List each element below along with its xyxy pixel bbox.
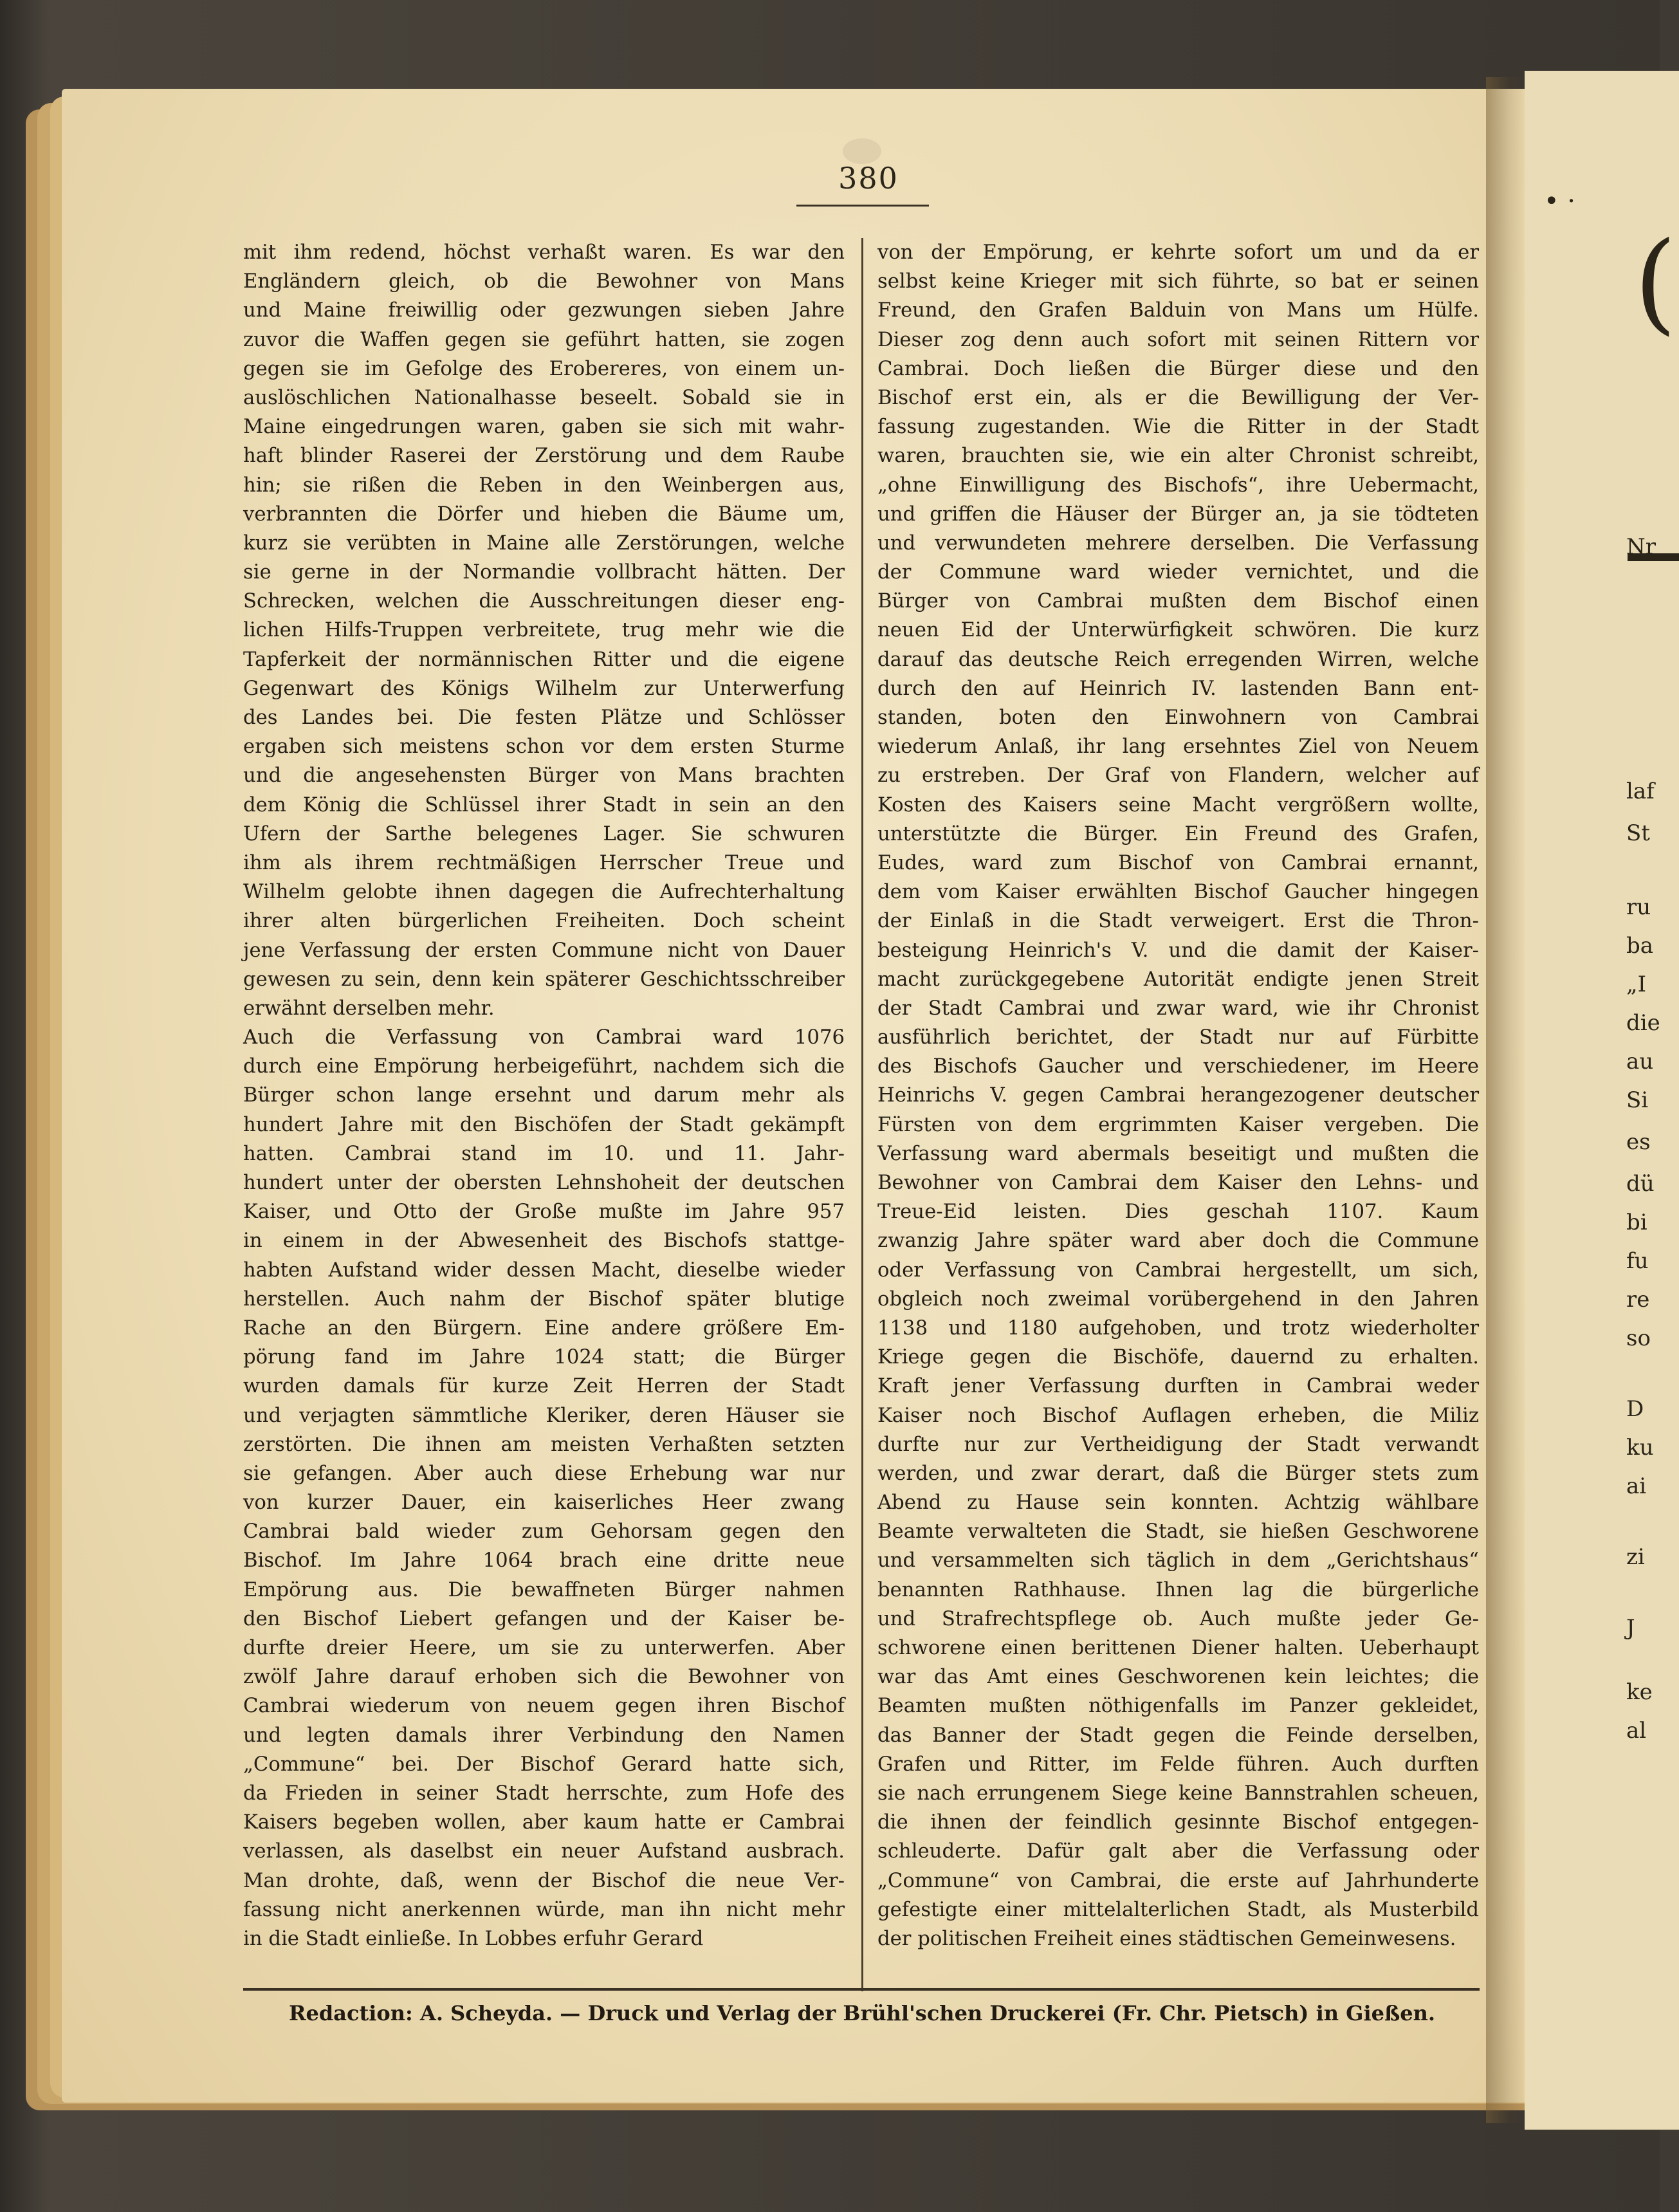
text-line: in einem in der Abwesenheit des Bischofs stattge-	[243, 1230, 845, 1253]
text-line: des Landes bei. Die festen Plätze und Schlösser	[243, 706, 845, 729]
book-gutter	[1486, 77, 1525, 2123]
text-line: 1138 und 1180 aufgehoben, und trotz wiederholter	[877, 1316, 1479, 1340]
text-line: Beamte verwalteten die Stadt, sie hießen Geschworene	[877, 1520, 1479, 1544]
text-line: Grafen und Ritter, im Felde führen. Auch durften	[877, 1753, 1479, 1776]
text-line: von der Empörung, er kehrte sofort um und da er	[877, 241, 1479, 264]
text-line: Maine eingedrungen waren, gaben sie sich mit wahr-	[243, 416, 845, 439]
text-line: zerstörten. Die ihnen am meisten Verhaßten setzten	[243, 1433, 845, 1456]
next-page-fragment: ba	[1626, 933, 1654, 959]
text-line: Bischof. Im Jahre 1064 brach eine dritte neue	[243, 1549, 845, 1572]
text-line: habten Aufstand wider dessen Macht, dieselbe wieder	[243, 1258, 845, 1282]
text-line: lichen Hilfs-Truppen verbreitete, trug mehr wie die	[243, 619, 845, 642]
text-line: dem König die Schlüssel ihrer Stadt in sein an den	[243, 793, 845, 816]
text-line: benannten Rathhause. Ihnen lag die bürgerliche	[877, 1578, 1479, 1601]
text-line: die ihnen der feindlich gesinnte Bischof entgegen-	[877, 1811, 1479, 1834]
next-page-fragment: ru	[1626, 894, 1651, 920]
text-line: war das Amt eines Geschworenen kein leichtes; die	[877, 1666, 1479, 1689]
text-line: Cambrai wiederum von neuem gegen ihren Bischof	[243, 1695, 845, 1718]
text-line: und versammelten sich täglich in dem „Gerichtshaus“	[877, 1549, 1479, 1572]
text-line: dem vom Kaiser erwählten Bischof Gaucher hingegen	[877, 881, 1479, 904]
text-line: Kraft jener Verfassung durften in Cambrai weder	[877, 1375, 1479, 1398]
text-line: Fürsten von dem ergrimmten Kaiser vergeben. Die	[877, 1113, 1479, 1136]
text-line: den Bischof Liebert gefangen und der Kaiser be-	[243, 1607, 845, 1630]
text-line: durch eine Empörung herbeigeführt, nachdem sich die	[243, 1055, 845, 1078]
text-line: in die Stadt einließe. In Lobbes erfuhr Gerard	[243, 1927, 704, 1950]
text-line: macht zurückgegebene Autorität endigte jenen Streit	[877, 968, 1479, 991]
text-line: der Stadt Cambrai und zwar ward, wie ihr Chronist	[877, 997, 1479, 1020]
text-line: wurden damals für kurze Zeit Herren der Stadt	[243, 1375, 845, 1398]
page-number-rule	[796, 205, 929, 207]
text-line: mit ihm redend, höchst verhaßt waren. Es war den	[243, 241, 845, 264]
right-text-column	[877, 238, 1479, 1953]
text-line: Beamten mußten nöthigenfalls im Panzer gekleidet,	[877, 1695, 1479, 1718]
text-line: fassung zugestanden. Wie die Ritter in der Stadt	[877, 416, 1479, 439]
text-line: Rache an den Bürgern. Eine andere größere Em-	[243, 1316, 845, 1340]
text-line: „ohne Einwilligung des Bischofs“, ihre Uebermacht,	[877, 474, 1479, 497]
text-line: da Frieden in seiner Stadt herrschte, zum Hofe des	[243, 1782, 845, 1805]
text-line: waren, brauchten sie, wie ein alter Chronist schreibt,	[877, 445, 1479, 468]
text-line: zwanzig Jahre später ward aber doch die Commune	[877, 1230, 1479, 1253]
text-line: und legten damals ihrer Verbindung den Namen	[243, 1724, 845, 1747]
text-line: Treue-Eid leisten. Dies geschah 1107. Kaum	[877, 1201, 1479, 1224]
next-page-fragment: die	[1626, 1010, 1660, 1036]
text-line: Cambrai. Doch ließen die Bürger diese und den	[877, 357, 1479, 380]
next-page-fragment: J	[1626, 1615, 1635, 1641]
ink-smudge	[843, 138, 881, 164]
text-line: oder Verfassung von Cambrai hergestellt, um sich,	[877, 1258, 1479, 1282]
next-page-fragment: ke	[1626, 1679, 1653, 1705]
text-line: erwähnt derselben mehr.	[243, 997, 495, 1020]
text-line: gewesen zu sein, denn kein späterer Geschichtsschreiber	[243, 968, 845, 991]
text-line: ergaben sich meistens schon vor dem ersten Sturme	[243, 735, 845, 759]
next-page-fragment: ku	[1626, 1435, 1654, 1461]
text-line: selbst keine Krieger mit sich führte, so bat er seinen	[877, 270, 1479, 293]
text-line: Man drohte, daß, wenn der Bischof die neue Ver-	[243, 1869, 845, 1892]
next-page-fragment: dü	[1626, 1171, 1655, 1197]
text-line: werden, und zwar derart, daß die Bürger stets zum	[877, 1462, 1479, 1485]
imprint-footer: Redaction: A. Scheyda. — Druck und Verlag der Brühl'schen Druckerei (Fr. Chr. Pietsch) in Gießen.	[288, 2001, 1436, 2025]
text-line: Bischof erst ein, als er die Bewilligung der Ver-	[877, 386, 1479, 409]
text-line: hatten. Cambrai stand im 10. und 11. Jahr-	[243, 1142, 845, 1165]
next-page-fragment: St	[1626, 820, 1650, 846]
text-line: sie gerne in der Normandie vollbracht hätten. Der	[243, 561, 845, 584]
ink-dots: • ·	[1544, 187, 1576, 216]
next-page-fragment: zi	[1626, 1544, 1645, 1570]
text-line: Engländern gleich, ob die Bewohner von Mans	[243, 270, 845, 293]
text-line: durfte dreier Heere, um sie zu unterwerfen. Aber	[243, 1637, 845, 1659]
text-line: hundert Jahre mit den Bischöfen der Stadt gekämpft	[243, 1113, 845, 1136]
text-line: und Strafrechtspflege ob. Auch mußte jeder Ge-	[877, 1607, 1479, 1630]
text-line: „Commune“ bei. Der Bischof Gerard hatte sich,	[243, 1753, 845, 1776]
next-page-fragment: au	[1626, 1049, 1654, 1074]
text-line: Kosten des Kaisers seine Macht vergrößern wollte,	[877, 793, 1479, 816]
text-line: schworene einen berittenen Diener halten. Ueberhaupt	[877, 1637, 1479, 1659]
text-line: der politischen Freiheit eines städtischen Gemeinwesens.	[877, 1927, 1456, 1950]
left-text-column	[243, 238, 845, 1953]
text-line: und griffen die Häuser der Bürger an, ja sie tödteten	[877, 502, 1479, 526]
text-line: Eudes, ward zum Bischof von Cambrai ernannt,	[877, 851, 1479, 874]
text-line: Heinrichs V. gegen Cambrai herangezogener deutscher	[877, 1084, 1479, 1107]
text-line: des Bischofs Gaucher und verschiedener, im Heere	[877, 1055, 1479, 1078]
text-line: darauf das deutsche Reich erregenden Wirren, welche	[877, 648, 1479, 671]
text-line: wiederum Anlaß, ihr lang ersehntes Ziel von Neuem	[877, 735, 1479, 759]
next-page-fragment: so	[1626, 1325, 1651, 1351]
text-line: zu erstreben. Der Graf von Flandern, welcher auf	[877, 764, 1479, 788]
text-line: haft blinder Raserei der Zerstörung und dem Raube	[243, 445, 845, 468]
text-line: kurz sie verübten in Maine alle Zerstörungen, welche	[243, 531, 845, 555]
text-line: hin; sie rißen die Reben in den Weinbergen aus,	[243, 474, 845, 497]
text-line: hundert unter der obersten Lehnshoheit der deutschen	[243, 1172, 845, 1194]
text-line: Cambrai bald wieder zum Gehorsam gegen den	[243, 1520, 845, 1544]
text-line: Gegenwart des Königs Wilhelm zur Unterwerfung	[243, 677, 845, 700]
text-line: ihm als ihrem rechtmäßigen Herrscher Treue und	[243, 851, 845, 874]
next-page-fragment: es	[1626, 1129, 1651, 1155]
next-page-fragment: D	[1626, 1396, 1644, 1422]
text-line: fassung nicht anerkennen würde, man ihn nicht mehr	[243, 1898, 845, 1921]
text-line: verbrannten die Dörfer und hieben die Bäume um,	[243, 502, 845, 526]
text-line: und die angesehensten Bürger von Mans brachten	[243, 764, 845, 788]
text-line: standen, boten den Einwohnern von Cambrai	[877, 706, 1479, 729]
next-page-fragment: Si	[1626, 1087, 1649, 1113]
text-line: Bewohner von Cambrai dem Kaiser den Lehns- und	[877, 1172, 1479, 1194]
column-divider	[861, 238, 863, 1991]
text-line: und verwundeten mehrere derselben. Die Verfassung	[877, 531, 1479, 555]
text-line: Bürger schon lange ersehnt und darum mehr als	[243, 1084, 845, 1107]
next-page-fragment: bi	[1626, 1210, 1647, 1235]
text-line: Schrecken, welchen die Ausschreitungen dieser eng-	[243, 590, 845, 613]
text-line: durfte nur zur Vertheidigung der Stadt verwandt	[877, 1433, 1479, 1456]
text-line: gefestigte einer mittelalterlichen Stadt, als Musterbild	[877, 1898, 1479, 1921]
text-line: Dieser zog denn auch sofort mit seinen Rittern vor	[877, 328, 1479, 351]
text-line: und verjagten sämmtliche Kleriker, deren Häuser sie	[243, 1404, 845, 1427]
text-line: Tapferkeit der normännischen Ritter und die eigene	[243, 648, 845, 671]
text-line: schleuderte. Dafür galt aber die Verfassung oder	[877, 1840, 1479, 1863]
next-page-fragment: „I	[1626, 972, 1647, 997]
text-line: Freund, den Grafen Balduin von Mans um Hülfe.	[877, 299, 1479, 322]
text-line: „Commune“ von Cambrai, die erste auf Jahrhunderte	[877, 1869, 1479, 1892]
page-number: 380	[838, 161, 899, 196]
text-line: zwölf Jahre darauf erhoben sich die Bewohner von	[243, 1666, 845, 1689]
text-line: ihrer alten bürgerlichen Freiheiten. Doch scheint	[243, 910, 845, 933]
text-line: Abend zu Hause sein konnten. Achtzig wählbare	[877, 1491, 1479, 1515]
text-line: der Commune ward wieder vernichtet, und die	[877, 561, 1479, 584]
next-page-edge	[1525, 71, 1679, 2130]
text-line: sie nach errungenem Siege keine Bannstrahlen scheuen,	[877, 1782, 1479, 1805]
text-line: das Banner der Stadt gegen die Feinde derselben,	[877, 1724, 1479, 1747]
text-line: unterstützte die Bürger. Ein Freund des Grafen,	[877, 822, 1479, 845]
text-line: Wilhelm gelobte ihnen dagegen die Aufrechterhaltung	[243, 881, 845, 904]
text-line: Ufern der Sarthe belegenes Lager. Sie schwuren	[243, 822, 845, 845]
text-line: verlassen, als daselbst ein neuer Aufstand ausbrach.	[243, 1840, 845, 1863]
text-line: Bürger von Cambrai mußten dem Bischof einen	[877, 590, 1479, 613]
text-line: neuen Eid der Unterwürfigkeit schwören. Die kurz	[877, 619, 1479, 642]
text-line: besteigung Heinrich's V. und die damit der Kaiser-	[877, 939, 1479, 962]
text-line: sie gefangen. Aber auch diese Erhebung war nur	[243, 1462, 845, 1485]
text-line: obgleich noch zweimal vorübergehend in den Jahren	[877, 1287, 1479, 1311]
text-line: pörung fand im Jahre 1024 statt; die Bürger	[243, 1346, 845, 1369]
text-line: Kriege gegen die Bischöfe, dauernd zu erhalten.	[877, 1346, 1479, 1369]
next-page-fragment: al	[1626, 1718, 1647, 1744]
text-line: gegen sie im Gefolge des Erobereres, von einem un-	[243, 357, 845, 380]
next-page-fragment: ai	[1626, 1473, 1647, 1499]
next-page-fragment: fu	[1626, 1248, 1649, 1274]
next-page-fragment: re	[1626, 1287, 1650, 1313]
text-line: der Einlaß in die Stadt verweigert. Erst die Thron-	[877, 910, 1479, 933]
text-line: durch den auf Heinrich IV. lastenden Bann ent-	[877, 677, 1479, 700]
text-line: herstellen. Auch nahm der Bischof später blutige	[243, 1287, 845, 1311]
text-line: Kaisers begeben wollen, aber kaum hatte er Cambrai	[243, 1811, 845, 1834]
next-page-fragment: Nr	[1626, 534, 1656, 560]
text-line: von kurzer Dauer, ein kaiserliches Heer zwang	[243, 1491, 845, 1515]
footer-rule	[243, 1988, 1480, 1991]
text-line: ausführlich berichtet, der Stadt nur auf Fürbitte	[877, 1026, 1479, 1049]
text-line: Auch die Verfassung von Cambrai ward 1076	[243, 1026, 845, 1049]
text-line: jene Verfassung der ersten Commune nicht von Dauer	[243, 939, 845, 962]
text-line: Verfassung ward abermals beseitigt und mußten die	[877, 1142, 1479, 1165]
next-page-fragment: laf	[1626, 779, 1655, 804]
text-line: und Maine freiwillig oder gezwungen sieben Jahre	[243, 299, 845, 322]
text-line: auslöschlichen Nationalhasse beseelt. Sobald sie in	[243, 386, 845, 409]
text-line: Empörung aus. Die bewaffneten Bürger nahmen	[243, 1578, 845, 1601]
text-line: Kaiser noch Bischof Auflagen erheben, die Miliz	[877, 1404, 1479, 1427]
text-line: zuvor die Waffen gegen sie geführt hatten, sie zogen	[243, 328, 845, 351]
text-line: Kaiser, und Otto der Große mußte im Jahre 957	[243, 1201, 845, 1224]
partial-initial-glyph: (	[1634, 219, 1677, 346]
